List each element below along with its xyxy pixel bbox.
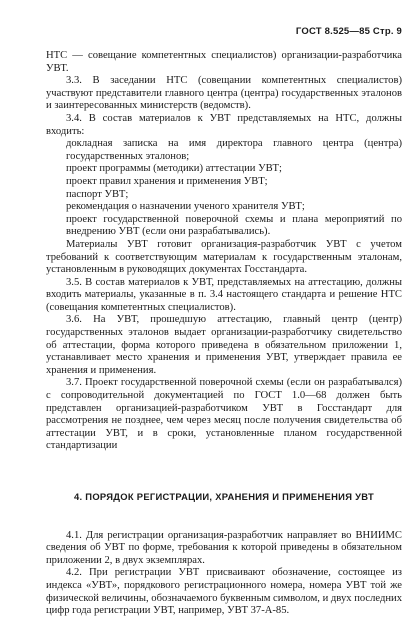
paragraph: 4.2. При регистрации УВТ присваивают обозначение, состоящее из индекса «УВТ», порядкового регистрационного номера, номера УВТ той же физической величины, обозначаемого буквенным символом, и двух последних цифр года регистрации УВТ, например, УВТ 37-А-85.	[46, 567, 402, 617]
paragraph: паспорт УВТ;	[66, 188, 129, 200]
document-body	[46, 50, 402, 618]
paragraph: 4.1. Для регистрации организация-разработчик направляет во ВНИИМС сведения об УВТ по форме, требования к которой приведены в обязательном приложении 2, в двух экземплярах.	[46, 529, 402, 566]
paragraph: Материалы УВТ готовит организация-разработчик УВТ с учетом требований к соответствующим материалам к государственным эталонам, установленным в руководящих документах Госстандарта.	[46, 238, 402, 276]
paragraph: 3.7. Проект государственной поверочной схемы (если он разрабатывался) с сопроводительной документацией по ГОСТ 1.0—68 должен быть представлен организацией-разработчиком УВТ в Госстандарт для рассмотрения не позднее, чем через месяц после получения свидетельства об аттестации УВТ, и в сроки, установленные планом государственной стандартизации	[46, 377, 402, 452]
paragraph: 3.4. В состав материалов к УВТ представляемых на НТС, должны входить:	[46, 112, 402, 137]
paragraph: проект программы (методики) аттестации УВТ;	[66, 163, 282, 175]
top-paragraphs	[46, 50, 402, 453]
paragraph: 3.6. На УВТ, прошедшую аттестацию, главный центр (центр) государственных эталонов выдает организации-разработчику свидетельство об аттестации, форма которого приведена в обязательном приложении 1, устанавливает место хранения и применения УВТ, утверждает правила ее хранения и применения.	[46, 314, 402, 376]
section-title: 4. ПОРЯДОК РЕГИСТРАЦИИ, ХРАНЕНИЯ И ПРИМЕНЕНИЯ УВТ	[73, 491, 375, 502]
paragraph: 3.3. В заседании НТС (совещании компетентных специалистов) участвуют представители главного центра (центра) государственных эталонов и заинтересованных министерств (ведомств).	[46, 75, 402, 112]
paragraph: проект государственной поверочной схемы и плана мероприятий по внедрению УВТ (если они разрабатывались).	[66, 213, 402, 238]
paragraph: 3.5. В состав материалов к УВТ, представляемых на аттестацию, должны входить материалы, указанные в п. 3.4 настоящего стандарта и решение НТС (совещания компетентных специалистов).	[46, 276, 402, 313]
paragraph: докладная записка на имя директора главного центра (центра) государственных эталонов;	[66, 138, 402, 162]
paragraph: НТС — совещание компетентных специалистов) организации-разработчика УВТ.	[46, 50, 402, 74]
page-header: ГОСТ 8.525—85 Стр. 9	[295, 26, 402, 37]
bottom-paragraphs	[46, 530, 402, 618]
paragraph: рекомендация о назначении ученого хранителя УВТ;	[66, 201, 305, 213]
paragraph: проект правил хранения и применения УВТ;	[66, 175, 268, 187]
